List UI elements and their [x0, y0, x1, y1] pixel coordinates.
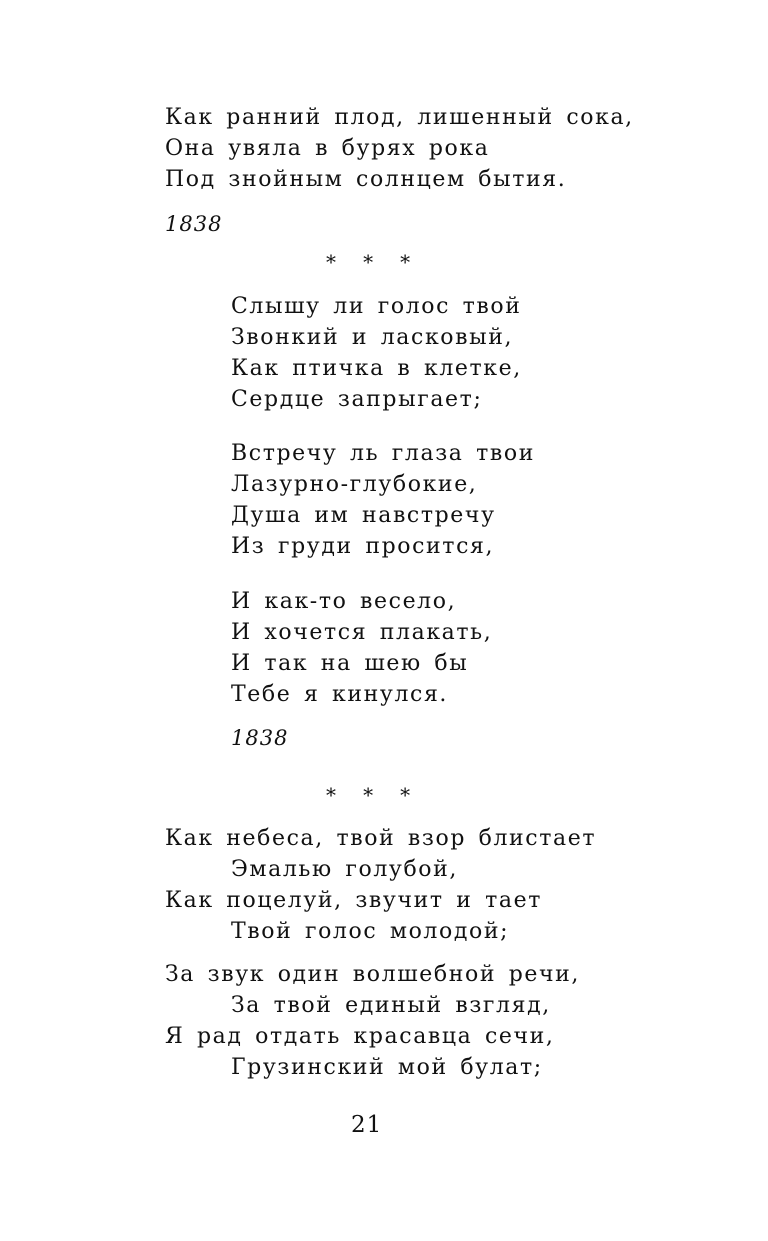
page-number: 21	[351, 1112, 383, 1138]
verse-line: Эмалью голубой,	[231, 857, 458, 882]
verse-line: И как-то весело,	[231, 589, 457, 614]
verse-line: За твой единый взгляд,	[231, 993, 551, 1018]
verse-line: Как поцелуй, звучит и тает	[165, 888, 542, 913]
section-separator: * * *	[326, 783, 413, 807]
section-separator: * * *	[326, 250, 413, 274]
verse-line: Под знойным солнцем бытия.	[165, 167, 567, 192]
poem-date: 1838	[231, 726, 289, 750]
verse-line: Встречу ль глаза твои	[231, 441, 535, 466]
verse-line: Тебе я кинулся.	[231, 682, 449, 707]
verse-line: Лазурно-глубокие,	[231, 472, 478, 497]
verse-line: Я рад отдать красавца сечи,	[165, 1024, 555, 1049]
verse-line: Сердце запрыгает;	[231, 387, 483, 412]
verse-line: Твой голос молодой;	[231, 919, 510, 944]
verse-line: Как ранний плод, лишенный сока,	[165, 105, 634, 130]
verse-line: Из груди просится,	[231, 534, 495, 559]
verse-line: Звонкий и ласковый,	[231, 325, 514, 350]
verse-line: Грузинский мой булат;	[231, 1055, 543, 1080]
verse-line: За звук один волшебной речи,	[165, 962, 580, 987]
poem-date: 1838	[165, 212, 223, 236]
verse-line: Слышу ли голос твой	[231, 294, 522, 319]
verse-line: Как небеса, твой взор блистает	[165, 826, 597, 851]
verse-line: И так на шею бы	[231, 651, 469, 676]
verse-line: И хочется плакать,	[231, 620, 493, 645]
verse-line: Она увяла в бурях рока	[165, 136, 490, 161]
verse-line: Душа им навстречу	[231, 503, 496, 528]
verse-line: Как птичка в клетке,	[231, 356, 522, 381]
